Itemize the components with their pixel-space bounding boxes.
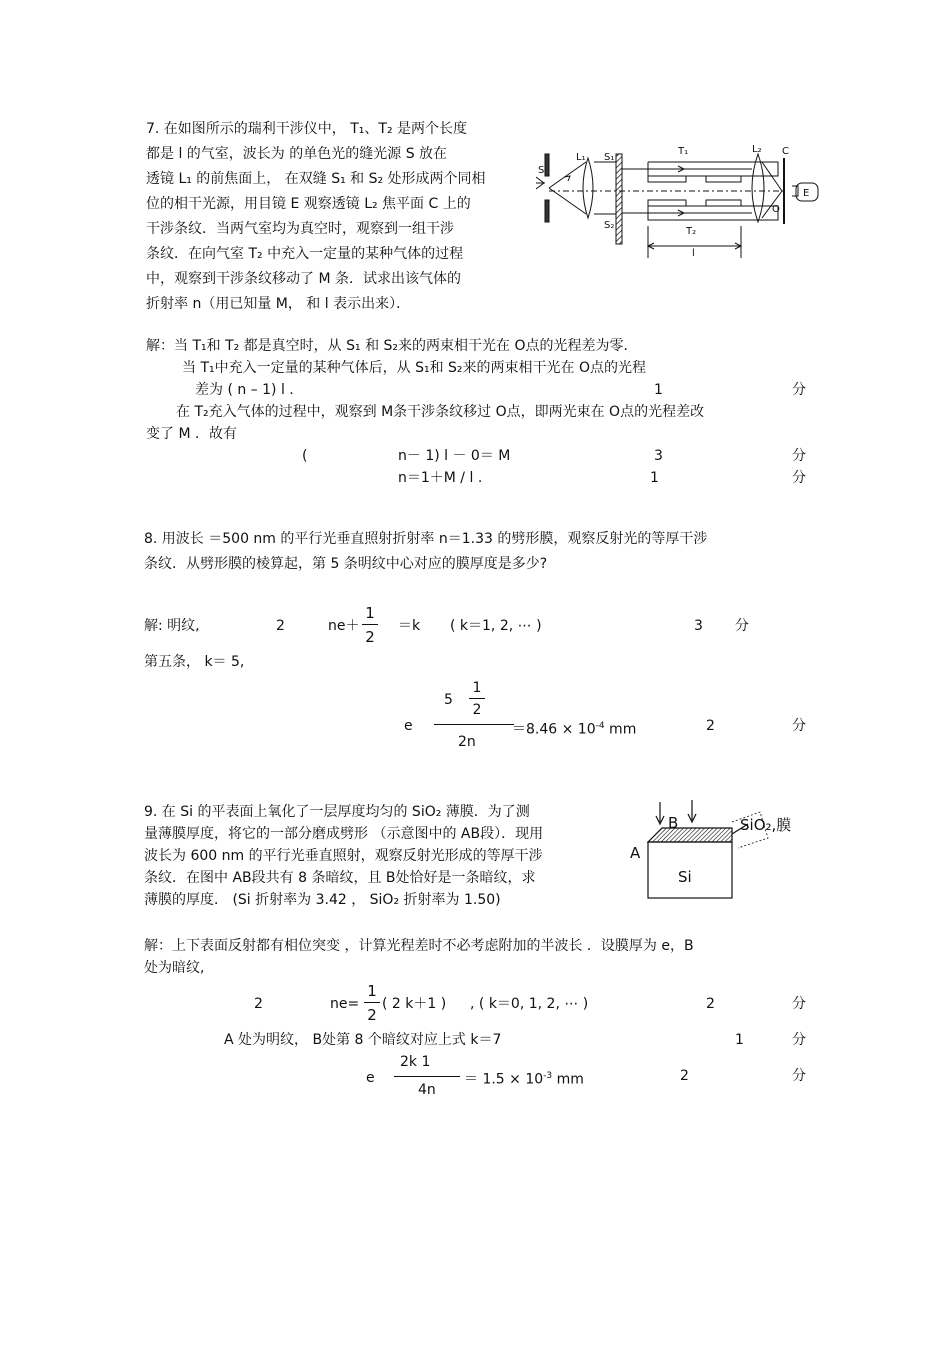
s9-half-bar <box>364 1002 380 1003</box>
label-t2: T₂ <box>686 226 697 237</box>
s8-label: 解: 明纹, <box>144 618 200 634</box>
s8-result-unit: mm <box>604 721 637 738</box>
s8-half <box>362 604 378 646</box>
label-s: S <box>538 165 545 176</box>
s7-eq2: n＝1＋M / l . <box>398 470 483 486</box>
s8-den: 2n <box>458 734 476 750</box>
s9-unit-1: 分 <box>792 996 806 1012</box>
label-a: A <box>630 844 641 862</box>
s8-ne: ne＋ <box>328 618 360 634</box>
p7-line-6: 条纹．在向气室 T₂ 中充入一定量的某种气体的过程 <box>146 246 464 262</box>
s9-score-3: 2 <box>680 1068 689 1084</box>
s7-line-4: 在 T₂充入气体的过程中，观察到 M条干涉条纹移过 O点，即两光束在 O点的光程差改 <box>176 404 705 420</box>
label-c: C <box>782 146 789 157</box>
s7-eq1: n－ 1) l － 0＝ M <box>398 448 511 464</box>
s9-line-1: 解：上下表面反射都有相位突变 ，计算光程差时不必考虑附加的半波长 ．设膜厚为 e，B <box>144 938 694 954</box>
label-s2: S₂ <box>604 220 615 231</box>
p9-line-2: 量薄膜厚度，将它的一部分磨成劈形 （示意图中的 AB段）．现用 <box>144 826 544 842</box>
label-l2: L₂ <box>752 144 762 155</box>
s9-score-2: 1 <box>735 1032 744 1048</box>
s9-unit-2: 分 <box>792 1032 806 1048</box>
s8-main-fraction-bar <box>434 724 514 725</box>
s7-line-3: 差为 ( n – 1) l . <box>195 382 294 398</box>
p7-line-8: 折射率 n（用已知量 M， 和 l 表示出来）． <box>146 296 411 312</box>
label-l1: L₁ <box>576 152 586 163</box>
s9-line-3: A 处为明纹， B处第 8 个暗纹对应上式 k＝7 <box>224 1032 502 1048</box>
s9-result <box>464 1068 584 1088</box>
label-s1: S₁ <box>604 152 615 163</box>
s7-score-2: 3 <box>654 448 663 464</box>
s8-k: ＝k <box>398 618 421 634</box>
label-si: Si <box>678 868 692 886</box>
s8-five: 5 <box>444 692 453 708</box>
source-slit-upper <box>545 154 549 176</box>
s9-den: 4n <box>418 1082 436 1098</box>
s8-half-bar <box>362 624 378 625</box>
s8-inner-half <box>469 680 485 718</box>
s9-result-exp: -3 <box>543 1071 553 1081</box>
p7-line-4: 位的相干光源，用目镜 E 观察透镜 L₂ 焦平面 C 上的 <box>146 196 471 212</box>
p7-line-7: 中，观察到干涉条纹移动了 M 条．试求出该气体的 <box>146 271 461 287</box>
s8-half-den: 2 <box>365 628 375 646</box>
s7-unit-3: 分 <box>792 470 806 486</box>
s8-k-range: ( k＝1, 2, ⋯ ) <box>450 618 542 634</box>
p9-line-3: 波长为 600 nm 的平行光垂直照射，观察反射光形成的等厚干涉 <box>144 848 543 864</box>
label-e: E <box>803 188 810 199</box>
s9-eq1-range: , ( k＝0, 1, 2, ⋯ ) <box>470 996 589 1012</box>
label-b: B <box>668 814 679 832</box>
s8-result <box>512 718 636 738</box>
s9-eq1-ne: ne= <box>330 996 360 1012</box>
s9-eq1-term: ( 2 k＋1 ) <box>382 996 447 1012</box>
p7-line-2: 都是 l 的气室，波长为 的单色光的缝光源 S 放在 <box>146 146 448 162</box>
s9-num: 2k 1 <box>400 1054 431 1070</box>
s9-e: e <box>366 1070 375 1086</box>
s9-result-value: ＝ 1.5 × 10 <box>464 1071 544 1088</box>
s8-score-1: 3 <box>694 618 703 634</box>
p8-line-2: 条纹．从劈形膜的棱算起，第 5 条明纹中心对应的膜厚度是多少? <box>144 556 548 572</box>
s8-e: e <box>404 718 413 734</box>
s8-line-2: 第五条， k＝ 5, <box>144 654 245 670</box>
s9-half <box>364 982 380 1024</box>
s8-inner-half-den: 2 <box>472 702 482 718</box>
source-slit-lower <box>545 200 549 222</box>
s7-unit-1: 分 <box>792 382 806 398</box>
p7-line-5: 干涉条纹．当两气室均为真空时，观察到一组干涉 <box>146 221 454 237</box>
s8-inner-half-bar <box>469 698 485 699</box>
s8-result-exp: -4 <box>595 721 605 731</box>
s8-score-2: 2 <box>706 718 715 734</box>
s7-line-1: 解：当 T₁和 T₂ 都是真空时，从 S₁ 和 S₂来的两束相干光在 O点的光程差为零． <box>146 338 638 354</box>
s8-result-value: ＝8.46 × 10 <box>512 721 596 738</box>
label-sio2-film: SiO₂,膜 <box>740 816 792 834</box>
p7-line-1: 7. 在如图所示的瑞利干涉仪中， T₁、T₂ 是两个长度 <box>146 121 468 137</box>
p9-line-5: 薄膜的厚度． (Si 折射率为 3.42 ， SiO₂ 折射率为 1.50) <box>144 892 501 908</box>
s9-fraction-bar <box>394 1076 460 1077</box>
s8-half-num: 1 <box>365 604 375 622</box>
label-l: l <box>692 248 695 259</box>
s9-score-1: 2 <box>706 996 715 1012</box>
s7-unit-2: 分 <box>792 448 806 464</box>
s9-unit-3: 分 <box>792 1068 806 1084</box>
p9-line-1: 9. 在 Si 的平表面上氧化了一层厚度均匀的 SiO₂ 薄膜．为了测 <box>144 804 530 820</box>
s8-inner-half-num: 1 <box>472 680 482 696</box>
rayleigh-interferometer-figure <box>536 140 826 270</box>
label-t1: T₁ <box>678 146 689 157</box>
s7-score-3: 1 <box>650 470 659 486</box>
s9-line-2: 处为暗纹, <box>144 960 205 976</box>
p9-line-4: 条纹．在图中 AB段共有 8 条暗纹，且 B处恰好是一条暗纹，求 <box>144 870 536 886</box>
s7-line-5: 变了 M ．故有 <box>146 426 237 442</box>
label-o: O <box>772 204 780 215</box>
s8-unit-2: 分 <box>792 718 806 734</box>
s8-unit-1: 分 <box>735 618 749 634</box>
s8-two: 2 <box>276 618 285 634</box>
sio2-film <box>648 828 732 842</box>
double-slit-plate <box>616 154 622 244</box>
lens-l2 <box>752 154 764 222</box>
p7-line-3: 透镜 L₁ 的前焦面上， 在双缝 S₁ 和 S₂ 处形成两个同相 <box>146 171 486 187</box>
s7-score-1: 1 <box>654 382 663 398</box>
sio2-wedge-figure <box>626 796 816 906</box>
p8-line-1: 8. 用波长 ＝500 nm 的平行光垂直照射折射率 n＝1.33 的劈形膜，观察反射光的等厚干涉 <box>144 531 708 547</box>
s9-eq1-two: 2 <box>254 996 263 1012</box>
s7-eq1-paren: ( <box>302 448 308 464</box>
s9-half-den: 2 <box>367 1006 377 1024</box>
s7-line-2: 当 T₁中充入一定量的某种气体后，从 S₁和 S₂来的两束相干光在 O点的光程 <box>182 360 646 376</box>
s9-half-num: 1 <box>367 982 377 1000</box>
lens-l1 <box>583 158 593 218</box>
s9-result-unit: mm <box>552 1071 584 1088</box>
